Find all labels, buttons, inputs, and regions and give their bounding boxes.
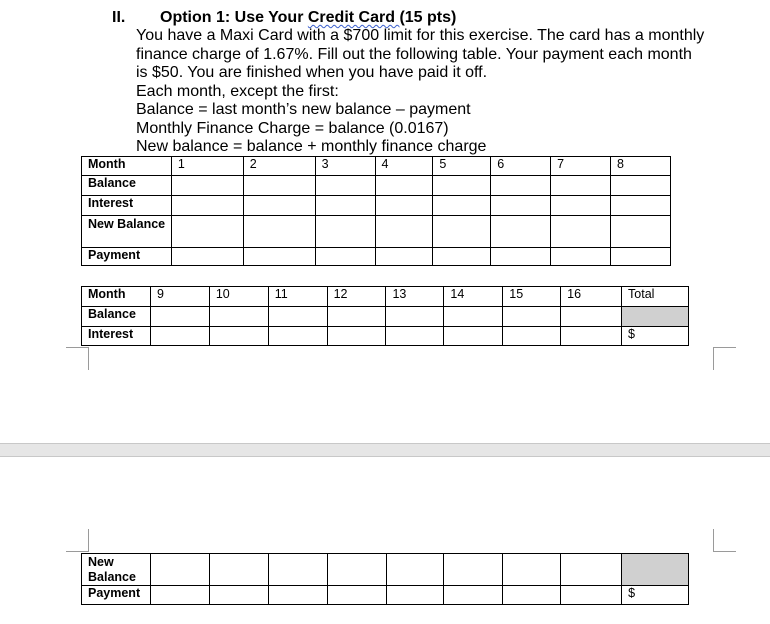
table-cell[interactable] (444, 307, 503, 327)
table-cell[interactable] (503, 554, 561, 586)
table-cell[interactable] (327, 307, 386, 327)
table-cell[interactable] (209, 307, 268, 327)
para-line: You have a Maxi Card with a $700 limit for this exercise. The card has a monthly (136, 27, 705, 44)
payment-total-cell[interactable]: $ (622, 586, 689, 605)
row-label-interest: Interest (82, 327, 151, 346)
formula-balance: Balance = last month’s new balance – payment (136, 101, 471, 118)
row-label-payment: Payment (82, 248, 172, 266)
table-cell[interactable] (433, 196, 491, 216)
formula-finance-charge: Monthly Finance Charge = balance (0.0167) (136, 119, 449, 137)
section-number: II. (112, 9, 126, 26)
table-cell[interactable] (386, 327, 444, 346)
month-header: 3 (315, 157, 375, 176)
table-cell[interactable] (243, 196, 315, 216)
row-label-month: Month (82, 157, 172, 176)
table-cell[interactable] (268, 554, 327, 586)
margin-corner-mark (66, 529, 89, 552)
table-row (82, 327, 689, 346)
row-label-new-balance: New Balance (82, 216, 172, 248)
table-cell[interactable] (611, 248, 671, 266)
table-cell[interactable] (315, 216, 375, 248)
table-cell[interactable] (243, 176, 315, 196)
table-months-1-8 (81, 156, 671, 266)
spellcheck-flagged-text[interactable]: Credit Card (307, 9, 400, 26)
table-row (82, 157, 671, 176)
month-header: 15 (503, 287, 561, 307)
row-label-interest: Interest (82, 196, 172, 216)
month-header: 1 (171, 157, 243, 176)
table-cell[interactable] (171, 248, 243, 266)
table-cell[interactable] (171, 216, 243, 248)
row-label-payment: Payment (82, 586, 151, 605)
table-cell[interactable] (561, 554, 622, 586)
table-cell[interactable] (171, 196, 243, 216)
table-cell[interactable] (375, 216, 433, 248)
table-row (82, 554, 689, 586)
table-row (82, 586, 689, 605)
table-cell[interactable] (386, 307, 444, 327)
table-months-9-16-continued (81, 553, 689, 605)
month-header: 14 (444, 287, 503, 307)
row-label-balance: Balance (82, 307, 151, 327)
table-cell[interactable] (611, 216, 671, 248)
table-cell[interactable] (433, 248, 491, 266)
table-cell[interactable] (386, 586, 444, 605)
table-cell[interactable] (491, 216, 551, 248)
month-header: 5 (433, 157, 491, 176)
month-header: 11 (268, 287, 327, 307)
row-label-month: Month (82, 287, 151, 307)
month-header: 12 (327, 287, 386, 307)
para-line: is $50. You are finished when you have paid it off. (136, 64, 488, 81)
month-header: 6 (491, 157, 551, 176)
table-cell[interactable] (315, 196, 375, 216)
title-text: Option 1: Use Your (160, 9, 308, 26)
table-cell[interactable] (315, 176, 375, 196)
table-cell[interactable] (551, 248, 611, 266)
table-cell[interactable] (491, 176, 551, 196)
shaded-cell (622, 307, 689, 327)
total-header: Total (622, 287, 689, 307)
month-header: 10 (209, 287, 268, 307)
table-row (82, 176, 671, 196)
table-cell[interactable] (150, 307, 209, 327)
table-cell[interactable] (503, 586, 561, 605)
table-cell[interactable] (327, 327, 386, 346)
table-cell[interactable] (444, 554, 503, 586)
table-cell[interactable] (503, 307, 561, 327)
table-cell[interactable] (209, 327, 268, 346)
table-cell[interactable] (551, 176, 611, 196)
row-label-new-balance: New Balance (82, 554, 151, 586)
table-cell[interactable] (491, 248, 551, 266)
month-header: 8 (611, 157, 671, 176)
month-header: 16 (561, 287, 622, 307)
table-cell[interactable] (561, 586, 622, 605)
month-header: 4 (375, 157, 433, 176)
para-line: finance charge of 1.67%. Fill out the following table. Your payment each month (136, 45, 692, 63)
table-cell[interactable] (561, 327, 622, 346)
table-cell[interactable] (150, 327, 209, 346)
table-cell[interactable] (243, 248, 315, 266)
table-cell[interactable] (268, 307, 327, 327)
table-cell[interactable] (375, 176, 433, 196)
table-cell[interactable] (268, 586, 327, 605)
table-row (82, 307, 689, 327)
table-cell[interactable] (150, 586, 209, 605)
table-cell[interactable] (444, 327, 503, 346)
month-header: 13 (386, 287, 444, 307)
table-cell[interactable] (444, 586, 503, 605)
interest-total-cell[interactable]: $ (622, 327, 689, 346)
month-header: 7 (551, 157, 611, 176)
table-months-9-16 (81, 286, 689, 346)
table-cell[interactable] (503, 327, 561, 346)
table-cell[interactable] (171, 176, 243, 196)
table-row (82, 248, 671, 266)
table-cell[interactable] (611, 176, 671, 196)
table-cell[interactable] (386, 554, 444, 586)
table-cell[interactable] (209, 586, 268, 605)
table-cell[interactable] (209, 554, 268, 586)
table-cell[interactable] (375, 196, 433, 216)
shaded-cell (622, 554, 689, 586)
table-cell[interactable] (268, 327, 327, 346)
table-cell[interactable] (561, 307, 622, 327)
margin-corner-mark (713, 347, 736, 370)
para-line: Each month, except the first: (136, 82, 339, 100)
section-title (160, 9, 456, 27)
table-cell[interactable] (327, 554, 386, 586)
table-cell[interactable] (611, 196, 671, 216)
table-row (82, 216, 671, 248)
row-label-balance: Balance (82, 176, 172, 196)
table-cell[interactable] (433, 216, 491, 248)
table-cell[interactable] (150, 554, 209, 586)
margin-corner-mark (66, 347, 89, 370)
formula-new-balance: New balance = balance + monthly finance charge (136, 138, 487, 155)
margin-corner-mark (713, 529, 736, 552)
month-header: 9 (150, 287, 209, 307)
table-cell[interactable] (551, 196, 611, 216)
month-header: 2 (243, 157, 315, 176)
table-cell[interactable] (551, 216, 611, 248)
table-cell[interactable] (327, 586, 386, 605)
table-row (82, 196, 671, 216)
title-points: (15 pts) (399, 9, 457, 26)
table-cell[interactable] (375, 248, 433, 266)
table-cell[interactable] (243, 216, 315, 248)
instructions-paragraph (136, 27, 726, 157)
page-break-gap (0, 443, 770, 457)
table-cell[interactable] (491, 196, 551, 216)
table-row (82, 287, 689, 307)
table-cell[interactable] (433, 176, 491, 196)
table-cell[interactable] (315, 248, 375, 266)
